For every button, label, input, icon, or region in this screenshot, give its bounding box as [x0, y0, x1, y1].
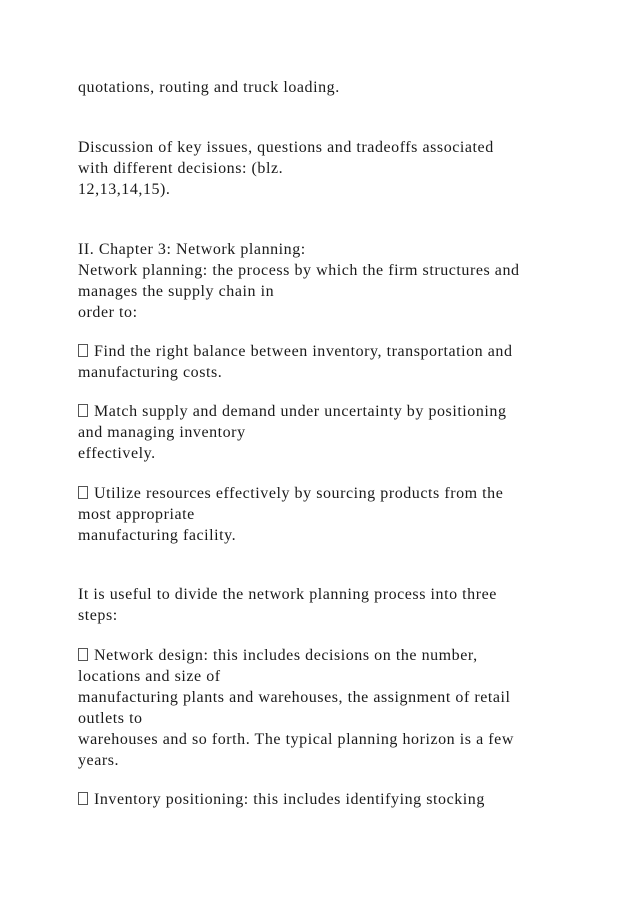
text-line: manages the supply chain in: [78, 283, 275, 300]
text-line: manufacturing plants and warehouses, the assignment of retail: [78, 689, 511, 706]
text-line: effectively.: [78, 445, 156, 462]
missing-glyph-bullet-icon: [78, 648, 88, 661]
missing-glyph-bullet-icon: [78, 404, 88, 417]
bullet-item: Utilize resources effectively by sourcing products from the: [78, 484, 503, 504]
bullet-item: Network design: this includes decisions on the number,: [78, 646, 478, 666]
text-line: warehouses and so forth. The typical planning horizon is a few: [78, 731, 514, 748]
text-line: outlets to: [78, 710, 143, 727]
text-line: manufacturing costs.: [78, 364, 223, 381]
bullet-item: Find the right balance between inventory, transportation and: [78, 342, 513, 362]
text-line: manufacturing facility.: [78, 527, 237, 544]
bullet-item: Inventory positioning: this includes identifying stocking: [78, 790, 485, 810]
text-line: 12,13,14,15).: [78, 181, 171, 198]
missing-glyph-bullet-icon: [78, 344, 88, 357]
text-line: most appropriate: [78, 506, 195, 523]
text-line: order to:: [78, 304, 138, 321]
text-line: quotations, routing and truck loading.: [78, 79, 340, 96]
text-line: years.: [78, 752, 120, 769]
missing-glyph-bullet-icon: [78, 792, 88, 805]
text-line: steps:: [78, 607, 118, 624]
text-line: Network planning: the process by which the firm structures and: [78, 262, 520, 279]
text-line: locations and size of: [78, 668, 221, 685]
bullet-item: Match supply and demand under uncertainty by positioning: [78, 402, 507, 422]
text-line: with different decisions: (blz.: [78, 160, 284, 177]
text-line: and managing inventory: [78, 424, 246, 441]
text-line: Discussion of key issues, questions and tradeoffs associated: [78, 139, 494, 156]
missing-glyph-bullet-icon: [78, 486, 88, 499]
section-heading: II. Chapter 3: Network planning:: [78, 241, 306, 258]
text-line: It is useful to divide the network planning process into three: [78, 586, 497, 603]
